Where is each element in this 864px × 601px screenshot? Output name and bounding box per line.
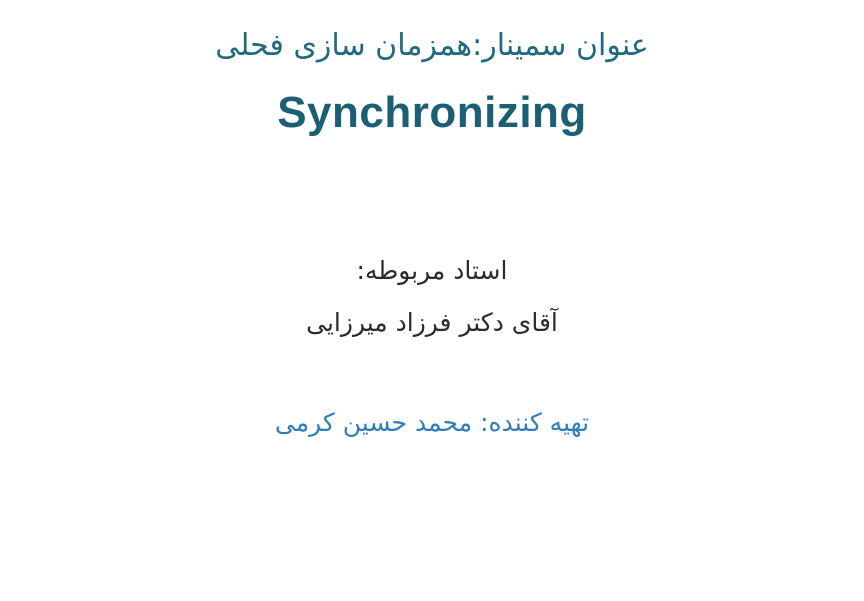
seminar-title-english: Synchronizing	[277, 88, 587, 137]
seminar-title-persian: عنوان سمینار:همزمان سازی فحلی	[215, 28, 649, 63]
supervisor-name: آقای دکتر فرزاد میرزایی	[306, 308, 558, 337]
author-credit: تهیه کننده: محمد حسین کرمی	[274, 408, 590, 437]
supervisor-label: استاد مربوطه:	[356, 256, 508, 285]
